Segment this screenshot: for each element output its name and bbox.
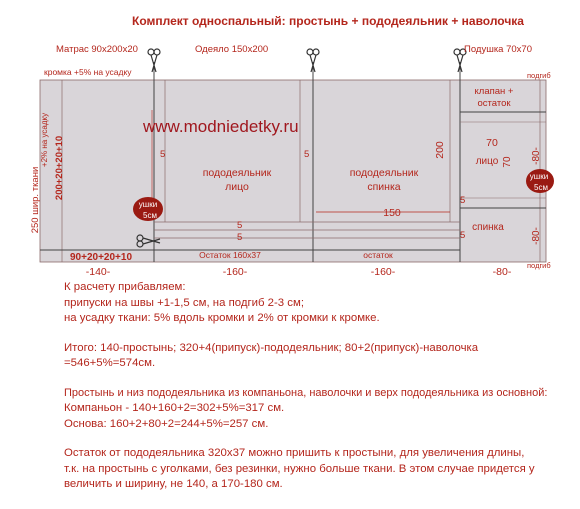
- seam-dim: 5: [160, 149, 166, 160]
- pillow-face: лицо: [475, 156, 499, 167]
- pillow-flap-line1: клапан +: [474, 86, 514, 97]
- bottom-dim-4: -80-: [492, 266, 512, 278]
- bottom-dim-1: -140-: [85, 266, 111, 278]
- ears-tag-line1: ушки: [138, 200, 158, 209]
- note-line: Остаток от пододеяльника 320х37 можно пришить к простыни, для увеличения длины,: [64, 447, 525, 459]
- seam-dim: 5: [304, 149, 310, 160]
- cover-back-line1: пододеяльник: [349, 167, 419, 179]
- cover-face-line2: лицо: [225, 181, 249, 193]
- sheet-length-label: 200+20+20+10: [54, 135, 65, 201]
- cover-face-line1: пододеяльник: [202, 167, 272, 179]
- pillow-flap-line2: остаток: [477, 98, 511, 109]
- pillow-back: спинка: [472, 222, 504, 233]
- shrink-edge-label: кромка +5% на усадку: [44, 67, 132, 77]
- length-dim: 200: [434, 141, 446, 159]
- pillow-hem-bottom: подгиб: [527, 261, 551, 270]
- ears-tag-line2: 5см: [534, 183, 548, 192]
- ears-tag-line2: 5см: [143, 211, 157, 220]
- pillow-size: 70: [486, 137, 498, 149]
- mattress-label: Матрас 90х200х20: [56, 44, 138, 55]
- pillow-side-dim-2: -80-: [531, 227, 542, 245]
- seam-dim: 5: [460, 195, 466, 206]
- pillow-label: Подушка 70х70: [464, 44, 532, 55]
- note-line: К расчету прибавляем:: [64, 281, 186, 293]
- note-line: Итого: 140-простынь; 320+4(припуск)-пододеяльник; 80+2(припуск)-наволочка: [64, 341, 479, 354]
- sheet-width-label: 90+20+20+10: [70, 252, 133, 263]
- fabric-width-label: 250 шир. ткани: [30, 166, 41, 234]
- seam-dim: 5: [237, 232, 243, 243]
- note-line: =546+5%=574см.: [64, 357, 156, 369]
- pillow-size-vertical: 70: [502, 156, 513, 168]
- notes: [64, 280, 576, 493]
- note-line: Простынь и низ пододеяльника из компаньона, наволочки и верх пододеяльника из основной:: [64, 386, 548, 399]
- seam-dim: 5: [460, 230, 466, 241]
- shrink-side-label: +2% на усадку: [40, 112, 49, 168]
- pillow-hem-top: подгиб: [527, 71, 551, 80]
- ears-tag-line1: ушки: [529, 172, 549, 181]
- bottom-dim-2: -160-: [222, 266, 248, 278]
- bottom-dim-3: -160-: [370, 266, 396, 278]
- note-line: Основа: 160+2+80+2=244+5%=257 см.: [64, 417, 269, 430]
- remainder-label: Остаток 160х37: [199, 250, 261, 260]
- blanket-label: Одеяло 150х200: [195, 44, 269, 55]
- note-line: на усадку ткани: 5% вдоль кромки и 2% от кромки к кромке.: [64, 312, 380, 324]
- note-line: Компаньон - 140+160+2=302+5%=317 см.: [64, 402, 285, 414]
- title: Комплект односпальный: простынь + пододеяльник + наволочка: [132, 14, 524, 28]
- cover-back-line2: спинка: [367, 181, 401, 193]
- note-line: величить и ширину, не 140, а 170-180 см.: [64, 478, 283, 490]
- width-dim: 150: [383, 207, 401, 219]
- pillow-side-dim-1: -80-: [531, 147, 542, 165]
- watermark: www.modniedetky.ru: [143, 117, 299, 136]
- seam-dim: 5: [237, 220, 243, 231]
- note-line: припуски на швы +1-1,5 см, на подгиб 2-3 см;: [64, 296, 304, 309]
- fabric-rect: [40, 80, 549, 262]
- note-line: т.к. на простынь с уголками, без резинки, нужно больше ткани. В этом случае придется у: [64, 462, 535, 475]
- remainder-label-2: остаток: [363, 250, 393, 260]
